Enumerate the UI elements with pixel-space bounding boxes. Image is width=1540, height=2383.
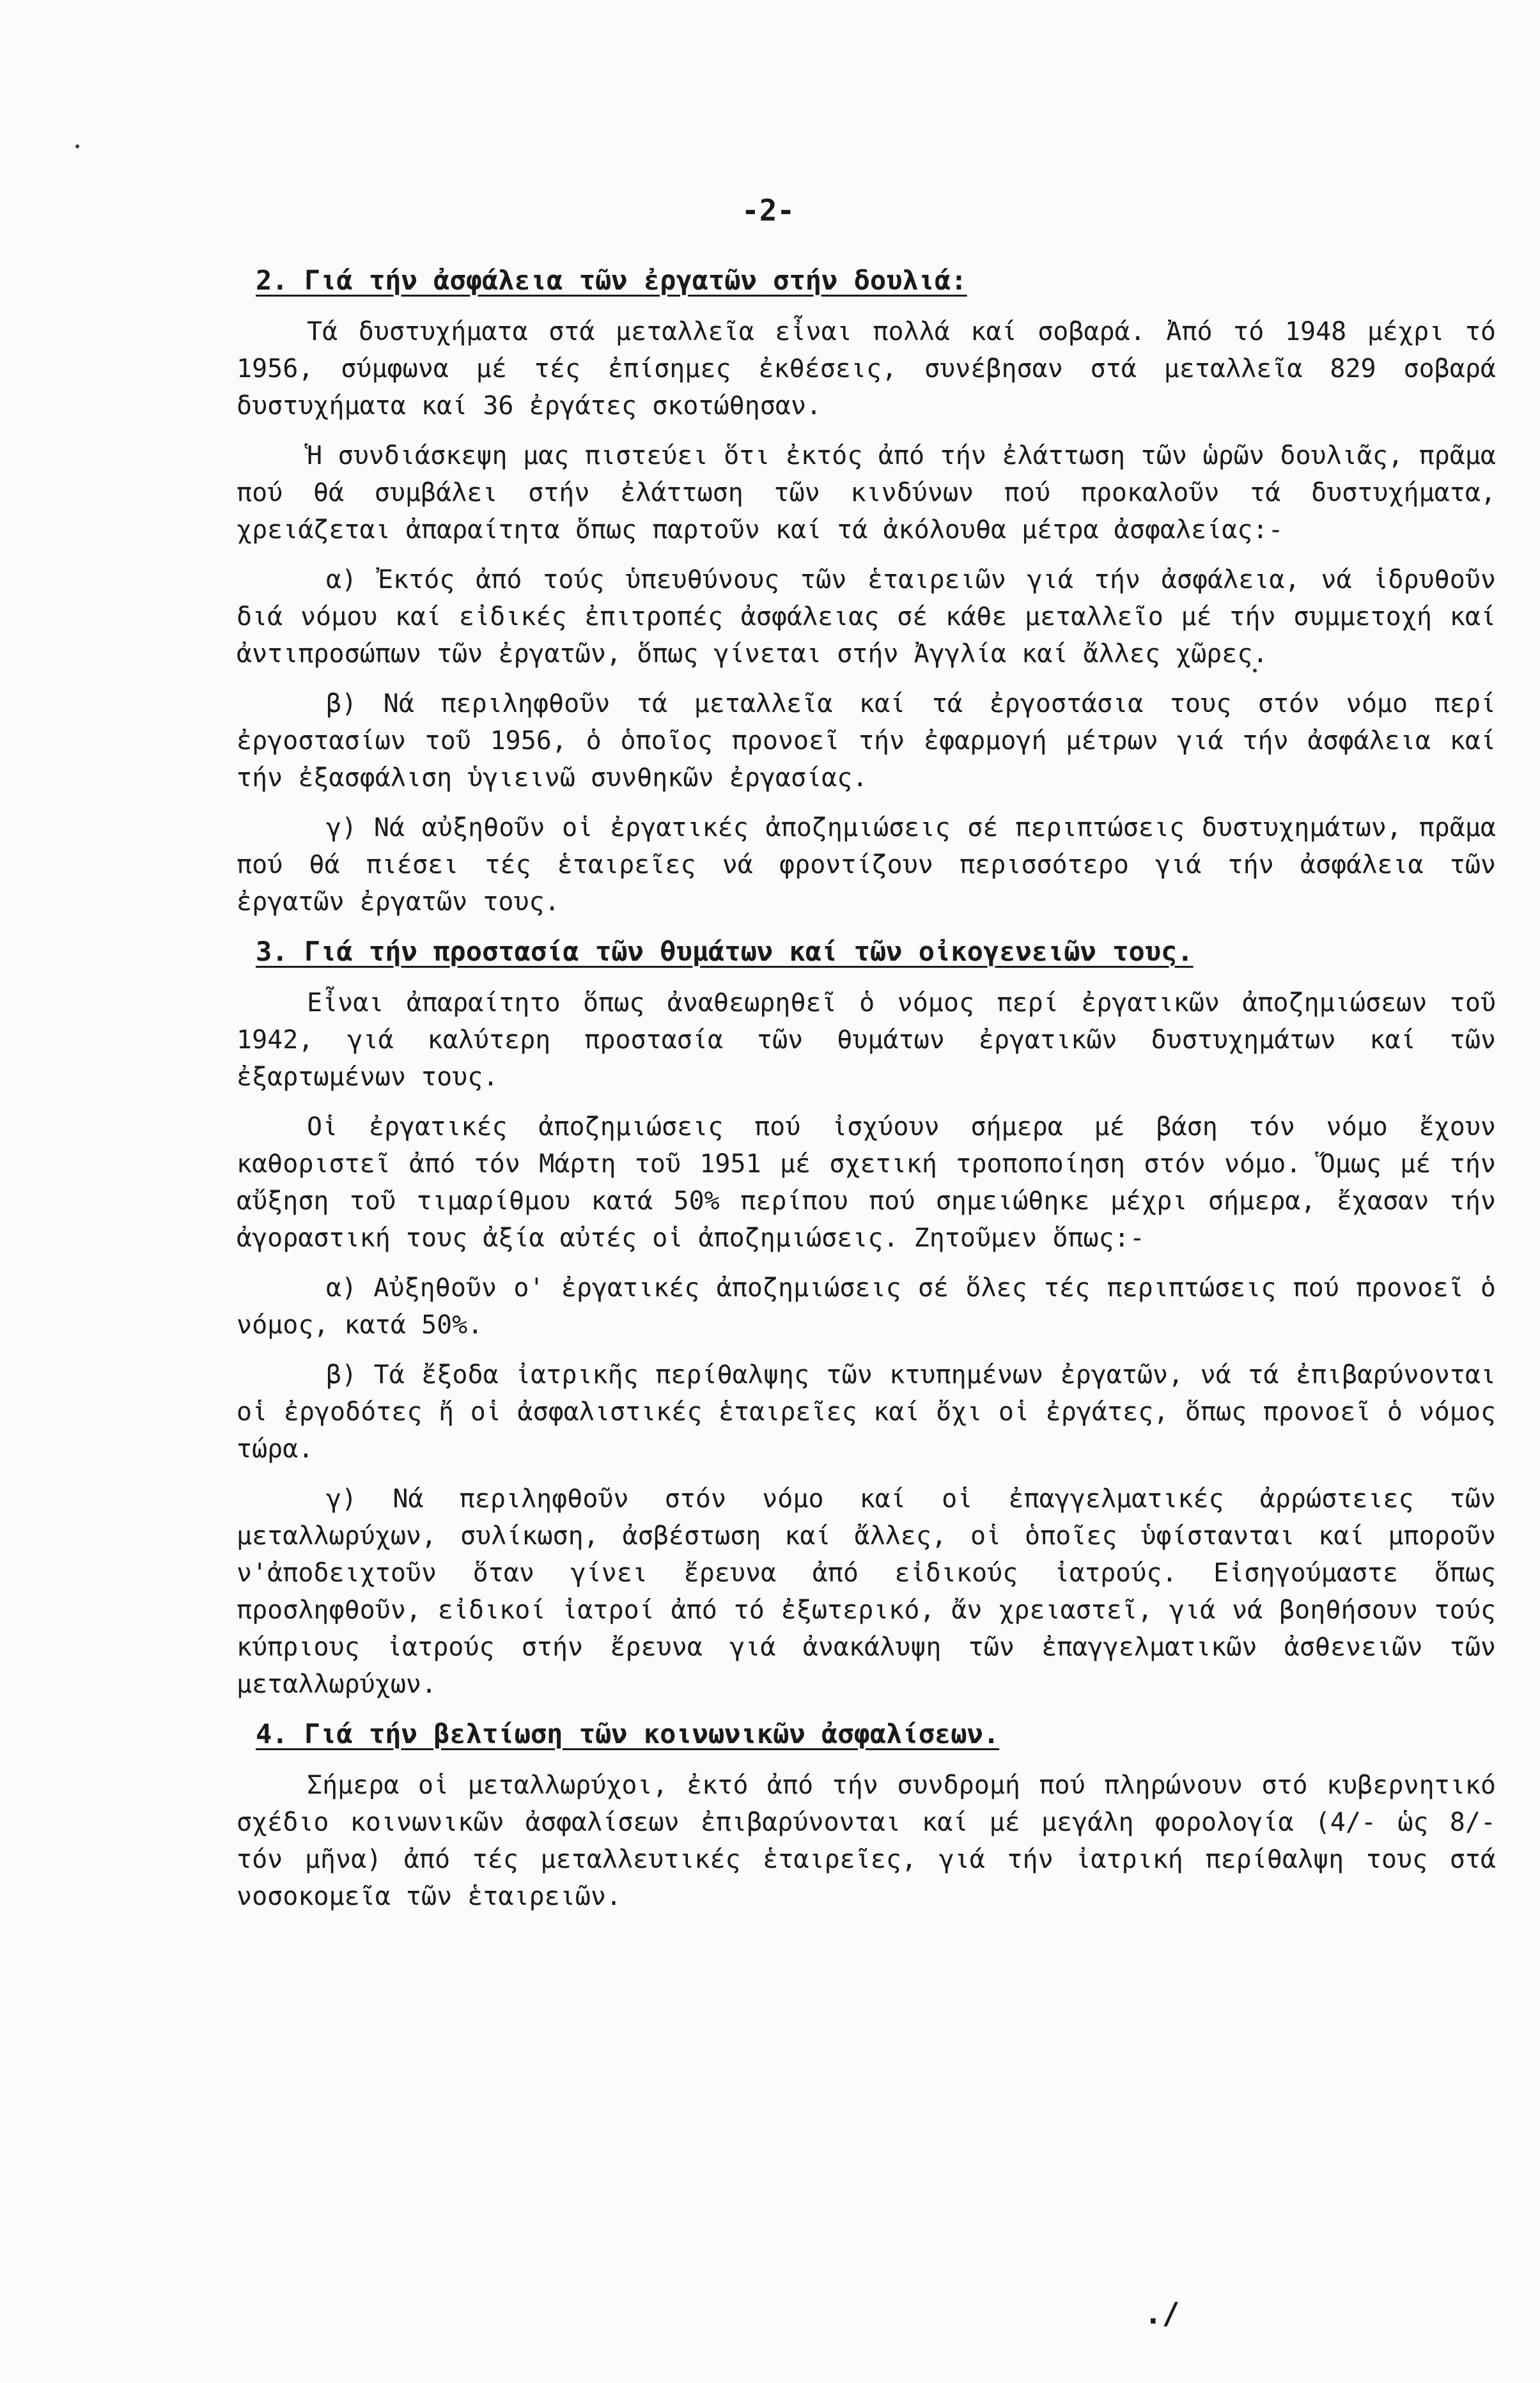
- list-item: γ) Νά περιληφθοῦν στόν νόμο καί οἱ ἐπαγγελματικές ἀρρώστειες τῶν μεταλλωρύχων, συλίκωση, ἀσβέστωση καί ἄλλες, οἱ ὁποῖες ὑφίστανται καί μποροῦν ν'ἀποδειχτοῦν ὅταν γίνει ἔρευνα ἀπό εἰδικούς ἰατρούς. Εἰσηγούμαστε ὅπως προσληφθοῦν, εἰδικοί ἰατροί ἀπό τό ἐξωτερικό, ἄν χρειαστεῖ, γιά νά βοηθήσουν τούς κύπριους ἰατρούς στήν ἔρευνα γιά ἀνακάλυψη τῶν ἐπαγγελματικῶν ἀσθενειῶν τῶν μεταλλωρύχων.: [237, 1484, 1496, 1699]
- paragraph: Τά δυστυχήματα στά μεταλλεῖα εἶναι πολλά καί σοβαρά. Ἀπό τό 1948 μέχρι τό 1956, σύμφωνα μέ τές ἐπίσημες ἐκθέσεις, συνέβησαν στά μεταλλεῖα 829 σοβαρά δυστυχήματα καί 36 ἐργάτες σκοτώθησαν.: [237, 317, 1496, 421]
- section-2: [237, 262, 1496, 920]
- document-body: [237, 262, 1496, 1928]
- section-heading: 3. Γιά τήν προστασία τῶν θυμάτων καί τῶν οἰκογενειῶν τους.: [256, 936, 1194, 967]
- scan-speck: [75, 144, 79, 148]
- paragraph: Οἱ ἐργατικές ἀποζημιώσεις πού ἰσχύουν σήμερα μέ βάση τόν νόμο ἔχουν καθοριστεῖ ἀπό τόν Μάρτη τοῦ 1951 μέ σχετική τροποποίηση στόν νόμο. Ὅμως μέ τήν αὔξηση τοῦ τιμαρίθμου κατά 50% περίπου πού σημειώθηκε μέχρι σήμερα, ἔχασαν τήν ἀγοραστική τους ἀξία αὐτές οἱ ἀποζημιώσεις. Ζητοῦμεν ὅπως:-: [237, 1112, 1496, 1253]
- paragraph: Εἶναι ἀπαραίτητο ὅπως ἀναθεωρηθεῖ ὁ νόμος περί ἐργατικῶν ἀποζημιώσεων τοῦ 1942, γιά καλύτερη προστασία τῶν θυμάτων ἐργατικῶν δυστυχημάτων καί τῶν ἐξαρτωμένων τους.: [237, 988, 1496, 1092]
- list-item: α) Αὐξηθοῦν ο' ἐργατικές ἀποζημιώσεις σέ ὅλες τές περιπτώσεις πού προνοεῖ ὁ νόμος, κατά 50%.: [237, 1273, 1496, 1340]
- section-3: [237, 933, 1496, 1703]
- list-item: γ) Νά αὐξηθοῦν οἱ ἐργατικές ἀποζημιώσεις σέ περιπτώσεις δυστυχημάτων, πρᾶμα πού θά πιέσει τές ἑταιρεῖες νά φροντίζουν περισσότερο γιά τήν ἀσφάλεια τῶν ἐργατῶν ἐργατῶν τους.: [237, 813, 1496, 917]
- continuation-mark: ./: [1144, 2296, 1180, 2331]
- paragraph: Ἡ συνδιάσκεψη μας πιστεύει ὅτι ἐκτός ἀπό τήν ἐλάττωση τῶν ὡρῶν δουλιᾶς, πρᾶμα πού θά συμβάλει στήν ἐλάττωση τῶν κινδύνων πού προκαλοῦν τά δυστυχήματα, χρειάζεται ἀπαραίτητα ὅπως παρτοῦν καί τά ἀκόλουθα μέτρα ἀσφαλείας:-: [237, 441, 1496, 545]
- page-number: -2-: [742, 193, 795, 228]
- section-heading: 4. Γιά τήν βελτίωση τῶν κοινωνικῶν ἀσφαλίσεων.: [256, 1718, 1000, 1750]
- list-item: β) Νά περιληφθοῦν τά μεταλλεῖα καί τά ἐργοστάσια τους στόν νόμο περί ἐργοστασίων τοῦ 1956, ὁ ὁποῖος προνοεῖ τήν ἐφαρμογή μέτρων γιά τήν ἀσφάλεια καί τήν ἐξασφάλιση ὑγιεινῶ συνθηκῶν ἐργασίας.: [237, 689, 1496, 793]
- list-item: β) Τά ἔξοδα ἰατρικῆς περίθαλψης τῶν κτυπημένων ἐργατῶν, νά τά ἐπιβαρύνονται οἱ ἐργοδότες ἤ οἱ ἀσφαλιστικές ἑταιρεῖες καί ὄχι οἱ ἐργάτες, ὅπως προνοεῖ ὁ νόμος τώρα.: [237, 1360, 1496, 1464]
- section-4: [237, 1716, 1496, 1915]
- section-heading: 2. Γιά τήν ἀσφάλεια τῶν ἐργατῶν στήν δουλιά:: [256, 265, 967, 296]
- list-item: α) Ἐκτός ἀπό τούς ὑπευθύνους τῶν ἑταιρειῶν γιά τήν ἀσφάλεια, νά ἱδρυθοῦν διά νόμου καί εἰδικές ἐπιτροπές ἀσφάλειας σέ κάθε μεταλλεῖο μέ τήν συμμετοχή καί ἀντιπροσώπων τῶν ἐργατῶν, ὅπως γίνεται στήν Ἀγγλία καί ἄλλες χῶρες.: [237, 565, 1496, 669]
- paragraph: Σήμερα οἱ μεταλλωρύχοι, ἐκτό ἀπό τήν συνδρομή πού πληρώνουν στό κυβερνητικό σχέδιο κοινωνικῶν ἀσφαλίσεων ἐπιβαρύνονται καί μέ μεγάλη φορολογία (4/- ὡς 8/- τόν μῆνα) ἀπό τές μεταλλευτικές ἑταιρεῖες, γιά τήν ἰατρική περίθαλψη τους στά νοσοκομεῖα τῶν ἑταιρειῶν.: [237, 1771, 1496, 1911]
